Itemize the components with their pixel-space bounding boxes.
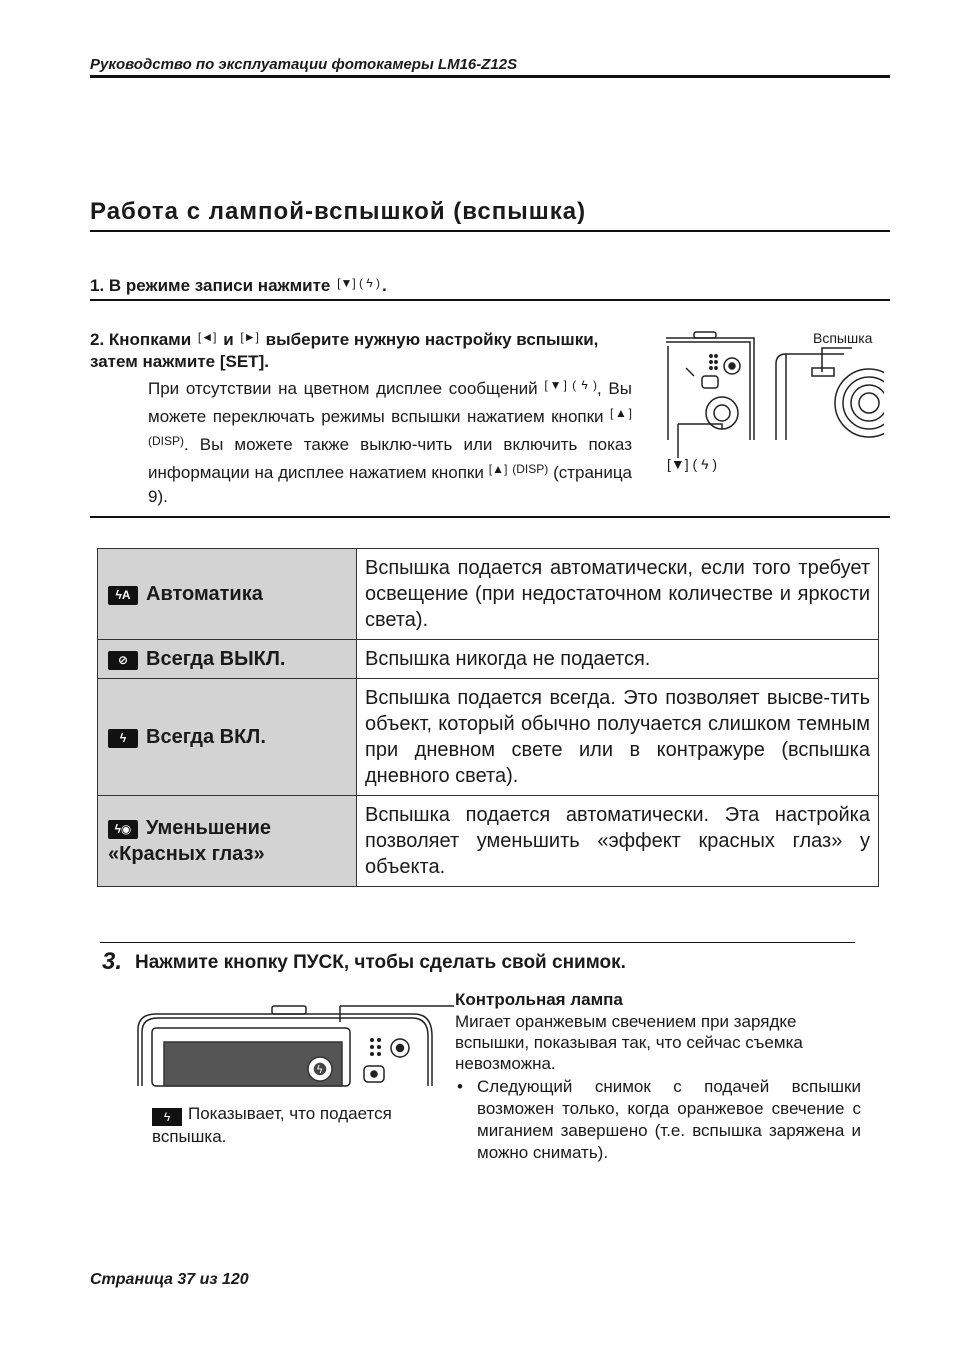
step-3-number: 3.	[102, 948, 123, 975]
flash-auto-icon: ϟA	[108, 586, 138, 605]
step-1-text: 1. В режиме записи нажмите	[90, 276, 331, 295]
para-key-flash: [▼] ( ϟ )	[544, 378, 598, 392]
table-row	[98, 796, 879, 887]
lamp-title: Контрольная лампа	[455, 990, 623, 1009]
flash-off-icon: ⊘	[108, 651, 138, 670]
manual-header: Руководство по эксплуатации фотокамеры LM16-Z12S	[90, 56, 518, 73]
flash-key-glyph: [▼] ( ϟ )	[337, 276, 381, 290]
step-1-rule	[90, 299, 890, 301]
para-text-1: При отсутствии на цветном дисплее сообщений	[148, 379, 538, 398]
flash-modes-table	[97, 548, 879, 887]
table-row	[98, 679, 879, 796]
mode-name: Всегда ВКЛ.	[146, 725, 266, 748]
svg-text:ϟ: ϟ	[316, 1063, 324, 1076]
mode-description: Вспышка подается автоматически. Эта настройка позволяет уменьшить «эффект красных глаз» у объекта.	[357, 796, 879, 887]
mode-description: Вспышка подается автоматически, если того требует освещение (при недостаточном количестве и яркости света).	[357, 549, 879, 640]
step-2-part2: выберите нужную настройку вспышки, затем нажмите [SET].	[90, 330, 599, 371]
para-text-3: . Вы можете также выклю-чить или включить показ информации на дисплее нажатием кнопки	[148, 435, 632, 482]
step-1-end: .	[382, 276, 387, 295]
para-disp-2: (DISP)	[512, 462, 549, 476]
bullet-icon: •	[457, 1077, 463, 1096]
step-3-rule	[100, 942, 855, 943]
section-title-rule	[90, 230, 890, 232]
step-2-and: и	[223, 330, 234, 349]
step-2-part1: 2. Кнопками	[90, 330, 192, 349]
mode-name: Всегда ВЫКЛ.	[146, 647, 286, 670]
section-rule	[90, 516, 890, 518]
table-row	[98, 549, 879, 640]
step-3-text: Нажмите кнопку ПУСК, чтобы сделать свой снимок.	[135, 952, 626, 973]
flash-key-label: [▼] ( ϟ )	[667, 456, 718, 472]
lamp-description: Мигает оранжевым свечением при зарядке вспышки, показывая так, что сейчас съемка невозможна.	[455, 1012, 803, 1073]
flash-indicator-note	[152, 1103, 442, 1148]
flash-indicator-icon: ϟ	[152, 1108, 182, 1126]
mode-name: Автоматика	[146, 582, 263, 605]
left-key-glyph: [◄]	[197, 330, 217, 344]
flash-label: Вспышка	[813, 330, 873, 346]
para-key-up-2: [▲]	[488, 462, 508, 476]
step-2	[90, 326, 610, 373]
header-rule	[90, 75, 890, 78]
mode-name: Уменьшение «Красных глаз»	[108, 817, 272, 865]
lamp-bullet-text: Следующий снимок с подачей вспышки возможен только, когда оранжевое свечение с миганием завершено (т.е. вспышка заряжена и можно снимать).	[477, 1077, 861, 1162]
flash-on-icon: ϟ	[108, 729, 138, 748]
mode-cell	[98, 640, 357, 679]
mode-cell	[98, 679, 357, 796]
camera-rear-illustration	[132, 996, 454, 1092]
lamp-bullet	[457, 1076, 861, 1164]
flash-indicator-text: Показывает, что подается вспышка.	[152, 1104, 392, 1146]
table-row	[98, 640, 879, 679]
para-disp-1: (DISP)	[148, 434, 184, 448]
para-text-4: (страница 9).	[148, 463, 633, 506]
para-key-up-1: [▲]	[610, 406, 632, 420]
mode-cell	[98, 549, 357, 640]
right-key-glyph: [►]	[240, 330, 259, 344]
page-number: Страница 37 из 120	[90, 1271, 249, 1288]
step-1	[90, 276, 387, 296]
section-title: Работа с лампой-вспышкой (вспышка)	[90, 198, 587, 225]
red-eye-icon: ϟ◉	[108, 820, 138, 839]
para-text-2: , Вы можете переключать режимы вспышки нажатием кнопки	[148, 379, 632, 426]
mode-description: Вспышка никогда не подается.	[357, 640, 879, 679]
step-2-paragraph	[148, 373, 632, 509]
mode-cell	[98, 796, 357, 887]
mode-description: Вспышка подается всегда. Это позволяет высве-тить объект, который обычно получается слишком темным при дневном свете или в контражуре (вспышка дневного света).	[357, 679, 879, 796]
